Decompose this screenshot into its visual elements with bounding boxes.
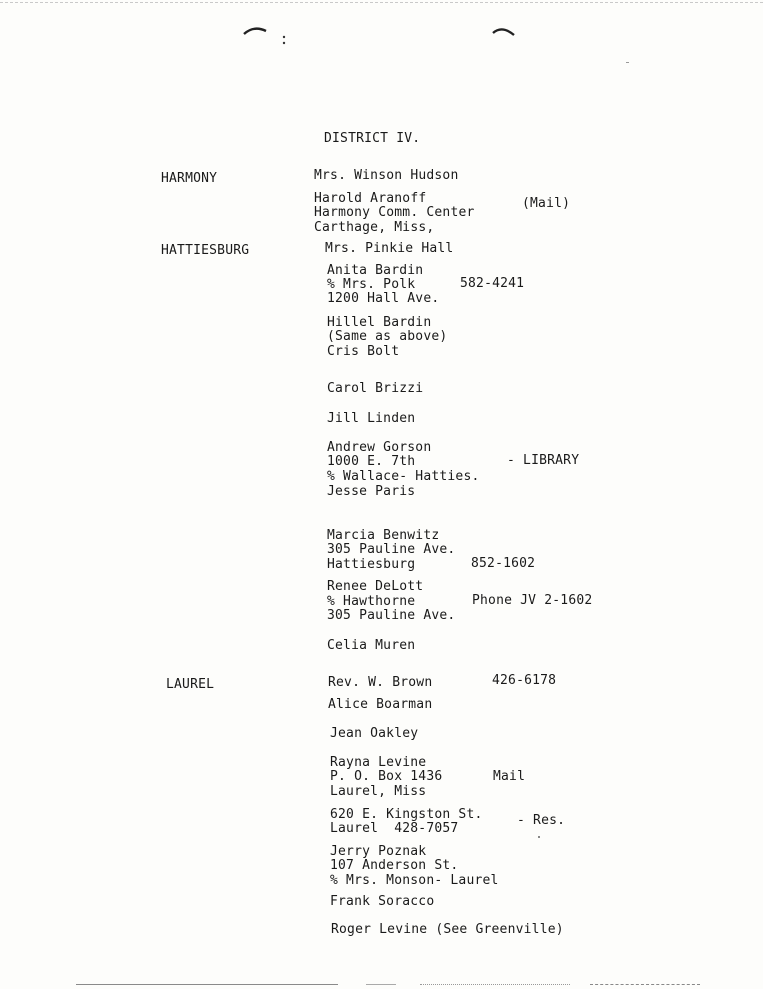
contact-line: Jesse Paris xyxy=(327,484,416,499)
bottom-edge-line xyxy=(420,984,570,985)
contact-line: Alice Boarman xyxy=(328,697,433,712)
contact-line: % Mrs. Polk xyxy=(327,277,416,292)
staple-mark-left xyxy=(240,22,300,48)
town-label-hattiesburg: HATTIESBURG xyxy=(161,243,250,258)
town-label-harmony: HARMONY xyxy=(161,171,218,186)
contact-line: Jill Linden xyxy=(327,411,416,426)
contact-line: 107 Anderson St. xyxy=(330,858,459,873)
bottom-edge-line xyxy=(366,984,396,985)
bottom-edge-line xyxy=(590,984,700,985)
contact-line: Laurel 428-7057 xyxy=(330,821,459,836)
contact-line: Jean Oakley xyxy=(330,726,419,741)
contact-line: % Wallace- Hatties. xyxy=(327,469,480,484)
contact-line: Laurel, Miss xyxy=(330,784,427,799)
contact-line: (Same as above) xyxy=(327,329,448,344)
town-label-laurel: LAUREL xyxy=(166,677,215,692)
contact-line: 305 Pauline Ave. xyxy=(327,542,456,557)
contact-line: 305 Pauline Ave. xyxy=(327,608,456,623)
contact-line: Carthage, Miss, xyxy=(314,220,435,235)
scan-speck xyxy=(538,836,540,838)
contact-line: Rayna Levine xyxy=(330,755,427,770)
bottom-edge-line xyxy=(76,984,338,985)
top-edge-dotted-line xyxy=(0,2,763,3)
contact-phone: 852-1602 xyxy=(471,556,536,571)
contact-line: Rev. W. Brown xyxy=(328,675,433,690)
contact-line: 1200 Hall Ave. xyxy=(327,291,440,306)
contact-line: % Hawthorne xyxy=(327,594,416,609)
contact-line: Mrs. Pinkie Hall xyxy=(325,241,454,256)
contact-line: Hattiesburg xyxy=(327,557,416,572)
contact-line: Marcia Benwitz xyxy=(327,528,440,543)
contact-line: Mrs. Winson Hudson xyxy=(314,168,459,183)
contact-line: Harmony Comm. Center xyxy=(314,205,475,220)
district-title: DISTRICT IV. xyxy=(324,131,421,146)
contact-phone: Phone JV 2-1602 xyxy=(472,593,593,608)
contact-line: Cris Bolt xyxy=(327,344,400,359)
contact-note: Mail xyxy=(493,769,526,784)
contact-line: Celia Muren xyxy=(327,638,416,653)
contact-line: Frank Soracco xyxy=(330,894,435,909)
contact-line: Andrew Gorson xyxy=(327,440,432,455)
contact-line: Carol Brizzi xyxy=(327,381,424,396)
contact-line: Anita Bardin xyxy=(327,263,424,278)
contact-note: - LIBRARY xyxy=(507,453,580,468)
staple-mark-right xyxy=(490,24,520,40)
contact-line: Roger Levine (See Greenville) xyxy=(331,922,564,937)
contact-line: Hillel Bardin xyxy=(327,315,432,330)
contact-line: 1000 E. 7th xyxy=(327,454,416,469)
contact-line: Jerry Poznak xyxy=(330,844,427,859)
contact-note: (Mail) xyxy=(522,196,571,211)
contact-line: Harold Aranoff xyxy=(314,191,427,206)
contact-line: Renee DeLott xyxy=(327,579,424,594)
contact-line: 620 E. Kingston St. xyxy=(330,807,483,822)
contact-phone: 582-4241 xyxy=(460,276,525,291)
scan-speck xyxy=(626,62,629,63)
contact-note: - Res. xyxy=(517,813,566,828)
contact-line: % Mrs. Monson- Laurel xyxy=(330,873,499,888)
contact-phone: 426-6178 xyxy=(492,673,557,688)
contact-line: P. O. Box 1436 xyxy=(330,769,443,784)
